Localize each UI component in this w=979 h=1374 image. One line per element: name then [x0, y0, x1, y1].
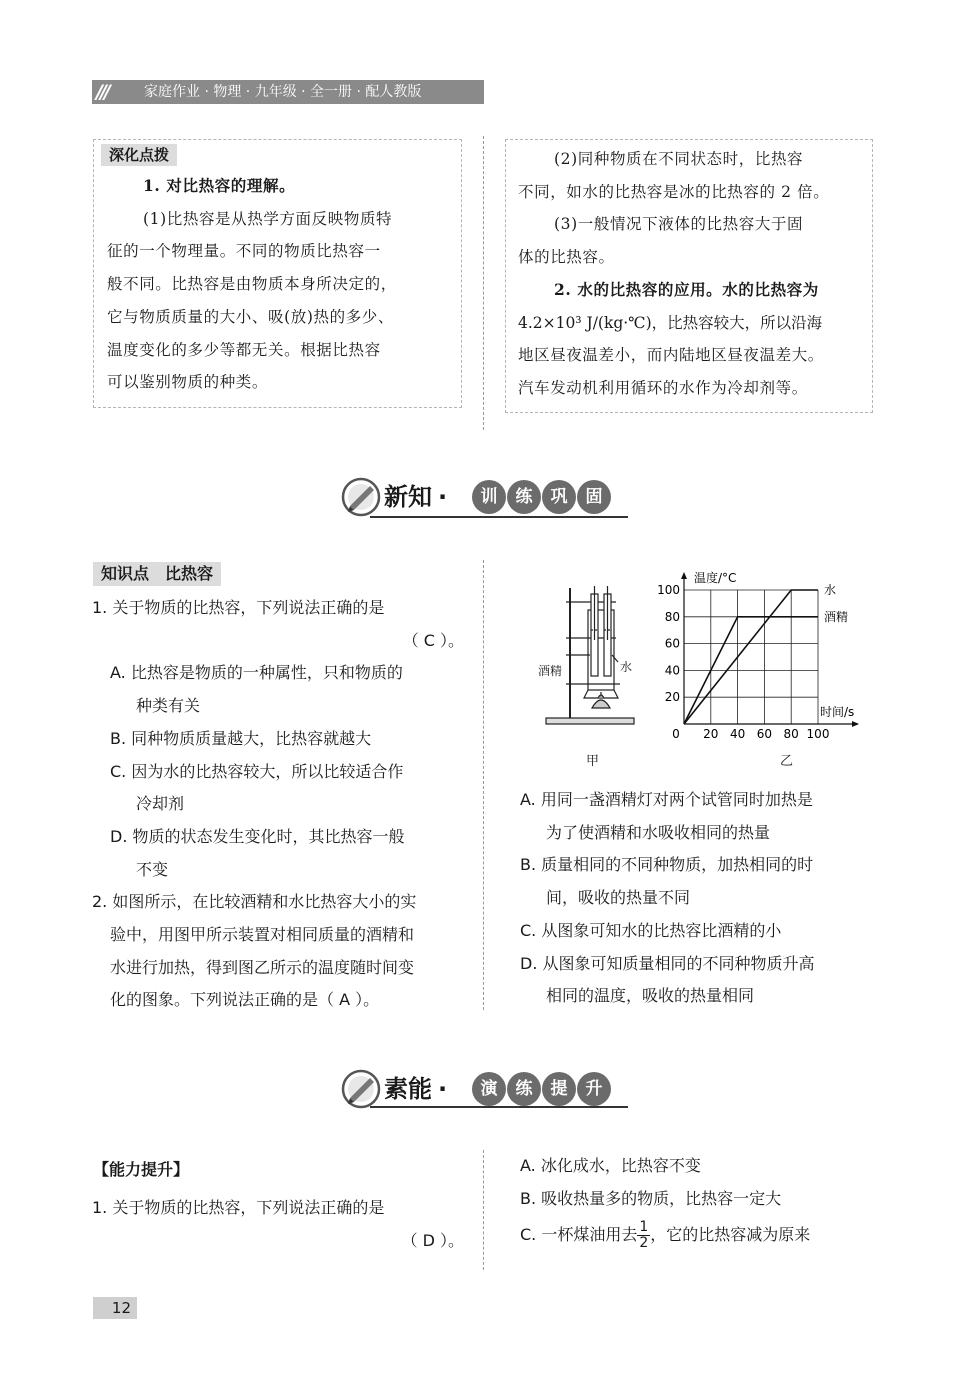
- deepen-right-line: 2. 水的比热容的应用。水的比热容为: [554, 279, 819, 299]
- deepen-left-line: 可以鉴别物质的种类。: [107, 373, 269, 392]
- column-divider: [483, 1150, 484, 1270]
- y-tick-label: 40: [664, 663, 680, 678]
- y-tick-label: 20: [664, 690, 680, 705]
- ability-option: A. 冰化成水，比热容不变: [520, 1156, 701, 1175]
- q2-option: 间，吸收的热量不同: [546, 888, 691, 908]
- deepen-right-text: [518, 143, 829, 405]
- page-number: 12: [93, 1297, 137, 1319]
- x-tick-label: 20: [703, 727, 719, 741]
- apparatus-caption: 甲: [586, 754, 600, 769]
- ability-option-c: [520, 1219, 900, 1252]
- banner2-circles: [472, 1072, 612, 1106]
- ability-q1-stem: 1. 关于物质的比热容，下列说法正确的是: [92, 1198, 385, 1217]
- banner2-underline: [370, 1106, 628, 1108]
- chart-caption: 乙: [780, 754, 794, 769]
- q1-option: D. 物质的状态发生变化时，其比热容一般: [110, 826, 405, 846]
- deepen-left-line: (1)比热容是从热学方面反映物质特: [143, 209, 393, 228]
- deepen-right-line: (3)一般情况下液体的比热容大于固: [554, 215, 804, 234]
- q2-option: 相同的温度，吸收的热量相同: [546, 986, 755, 1006]
- deepen-right-line: 体的比热容。: [518, 248, 615, 267]
- q1-option: 不变: [136, 859, 169, 879]
- option-c-post: ，它的比热容减为原来: [650, 1225, 811, 1245]
- q1-stem: 1. 关于物质的比热容，下列说法正确的是: [92, 598, 385, 617]
- banner2-dot: ·: [438, 1075, 448, 1103]
- series-label: 酒精: [824, 609, 849, 624]
- series-line: [684, 590, 818, 724]
- label-water: 水: [620, 660, 633, 674]
- deepen-left-line: 温度变化的多少等都无关。根据比热容: [107, 340, 381, 359]
- banner1-underline: [370, 516, 628, 518]
- q2-line: 水进行加热，得到图乙所示的温度随时间变: [110, 957, 415, 977]
- option-c-pre: C. 一杯煤油用去: [520, 1225, 638, 1245]
- banner1-dot: ·: [438, 483, 448, 511]
- question-1: [92, 592, 472, 1017]
- q2-option: 为了使酒精和水吸收相同的热量: [546, 822, 771, 842]
- deepen-left-line: 它与物质质量的大小、吸(放)热的多少、: [107, 307, 394, 326]
- fraction-denominator: 2: [639, 1235, 649, 1252]
- fraction: [637, 1220, 650, 1251]
- ability-question-1: [92, 1192, 472, 1257]
- banner1-circles: [472, 480, 612, 514]
- chart-svg: [650, 566, 880, 746]
- banner1-main: 新知: [384, 483, 432, 511]
- q2-option: A. 用同一盏酒精灯对两个试管同时加热是: [520, 790, 813, 809]
- x-tick-label: 40: [729, 727, 746, 741]
- fraction-numerator: 1: [639, 1219, 649, 1236]
- banner2-title: [384, 1072, 453, 1106]
- ability-option: B. 吸收热量多的物质，比热容一定大: [520, 1188, 782, 1208]
- ability-options: [520, 1150, 900, 1252]
- banner1-title: [384, 480, 453, 514]
- x-tick-label: 0: [672, 727, 680, 741]
- deepen-right-line: (2)同种物质在不同状态时，比热容: [554, 150, 804, 168]
- banner2-main: 素能: [384, 1075, 432, 1103]
- deepen-left-line: 般不同。比热容是由物质本身所决定的，: [107, 275, 397, 294]
- header-slashes: ///: [96, 81, 108, 103]
- banner1-char: 巩: [542, 480, 576, 514]
- banner2-char: 练: [507, 1072, 541, 1106]
- header-title: 家庭作业 · 物理 · 九年级 · 全一册 · 配人教版: [144, 84, 422, 100]
- x-tick-label: 100: [806, 727, 830, 741]
- q1-option: B. 同种物质质量越大，比热容就越大: [110, 728, 372, 748]
- pencil-circle-icon: [340, 1068, 382, 1110]
- apparatus-drawing: [530, 580, 640, 730]
- column-divider: [483, 560, 484, 1010]
- deepen-right-line: 不同，如水的比热容是冰的比热容的 2 倍。: [518, 182, 830, 201]
- y-tick-label: 80: [664, 609, 680, 624]
- pencil-circle-icon: [340, 476, 382, 518]
- q2-options: [520, 784, 900, 1013]
- banner2-char: 演: [472, 1072, 506, 1106]
- x-axis-arrow: [852, 721, 859, 727]
- deepen-right-line: 汽车发动机利用循环的水作为冷却剂等。: [518, 378, 808, 397]
- apparatus-figure: [530, 580, 640, 730]
- y-axis-label: 温度/°C: [694, 571, 737, 585]
- x-tick-label: 80: [783, 727, 799, 741]
- series-label: 水: [824, 583, 837, 597]
- y-tick-label: 60: [664, 636, 680, 651]
- deepen-left-line: 征的一个物理量。不同的物质比热容一: [107, 242, 381, 261]
- q1-option: 冷却剂: [136, 794, 185, 814]
- banner1-char: 练: [507, 480, 541, 514]
- y-axis-arrow: [681, 572, 687, 579]
- ability-q1-answer: （ D ）。: [401, 1230, 464, 1250]
- temperature-chart: [650, 566, 880, 746]
- x-axis-label: 时间/s: [820, 705, 855, 719]
- q1-option: 种类有关: [136, 696, 201, 716]
- ability-tag: 【能力提升】: [93, 1160, 190, 1179]
- knowledge-tag: 知识点 比热容: [93, 562, 221, 586]
- q2-line: 化的图象。下列说法正确的是（ A ）。: [110, 990, 380, 1010]
- banner1-char: 训: [472, 480, 506, 514]
- y-tick-label: 100: [657, 583, 680, 597]
- q2-line: 验中，用图甲所示装置对相同质量的酒精和: [110, 925, 415, 945]
- label-alcohol: 酒精: [538, 664, 563, 678]
- deepen-left-text: [107, 170, 397, 399]
- deepen-right-line: 4.2×10³ J/(kg·℃)，比热容较大，所以沿海: [518, 313, 823, 332]
- q1-answer: （ C ）。: [402, 630, 464, 650]
- x-tick-label: 60: [756, 727, 773, 741]
- banner2-char: 提: [542, 1072, 576, 1106]
- banner1-char: 固: [577, 480, 611, 514]
- deepen-tag: 深化点拨: [101, 144, 177, 166]
- q1-option: A. 比热容是物质的一种属性，只和物质的: [110, 663, 403, 683]
- q2-line: 2. 如图所示，在比较酒精和水比热容大小的实: [92, 892, 417, 912]
- q1-option: C. 因为水的比热容较大，所以比较适合作: [110, 761, 404, 781]
- deepen-left-line: 1. 对比热容的理解。: [143, 176, 296, 195]
- q2-option: D. 从图象可知质量相同的不同种物质升高: [520, 953, 815, 973]
- column-divider: [483, 136, 484, 430]
- q2-option: B. 质量相同的不同种物质，加热相同的时: [520, 855, 814, 875]
- q2-option: C. 从图象可知水的比热容比酒精的小: [520, 920, 782, 940]
- deepen-right-line: 地区昼夜温差小，而内陆地区昼夜温差大。: [518, 346, 824, 365]
- banner2-char: 升: [577, 1072, 611, 1106]
